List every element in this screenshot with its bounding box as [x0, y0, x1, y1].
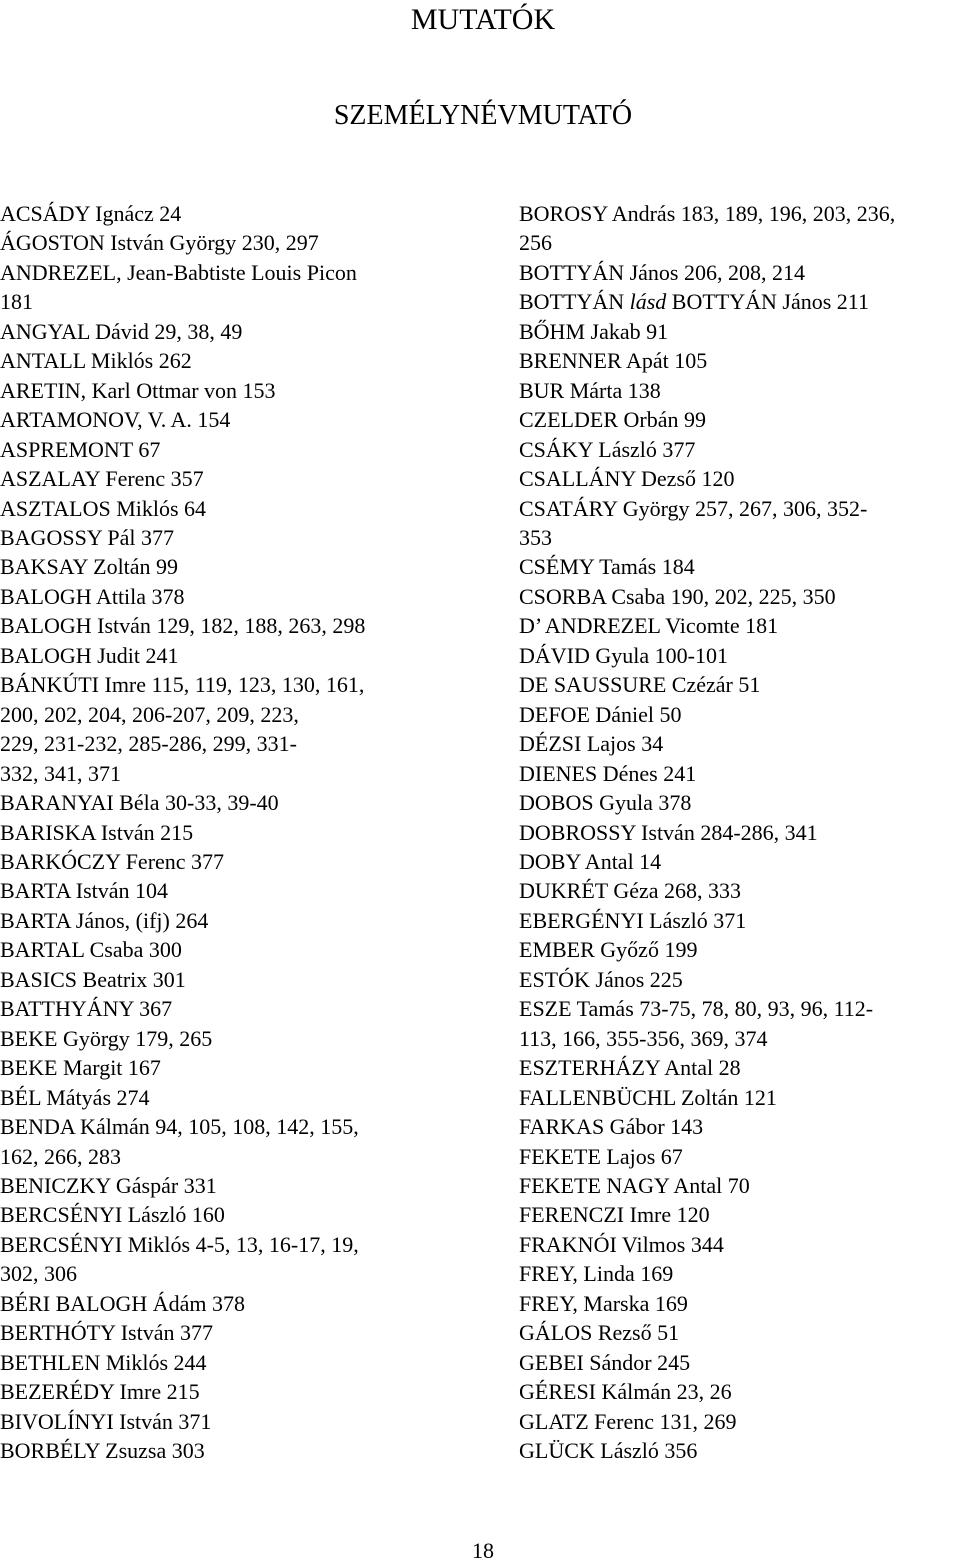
- index-entry: [519, 1348, 960, 1377]
- index-entry-line: ASZTALOS Miklós 64: [0, 495, 207, 521]
- index-entry-line: CSALLÁNY Dezső 120: [519, 466, 735, 492]
- index-entry: [0, 1289, 470, 1318]
- index-entry: [519, 876, 960, 905]
- index-entry-line: ASPREMONT 67: [0, 436, 161, 462]
- index-entry: [0, 906, 470, 935]
- index-entry-line: FEKETE Lajos 67: [519, 1143, 683, 1169]
- index-entry: [519, 994, 960, 1053]
- index-entry-line: CSÉMY Tamás 184: [519, 554, 695, 580]
- index-entry: [519, 1112, 960, 1141]
- index-entry-line: FRAKNÓI Vilmos 344: [519, 1231, 724, 1257]
- index-entry: [519, 199, 960, 258]
- index-entry-line: BALOGH István 129, 182, 188, 263, 298: [0, 613, 366, 639]
- index-entry-line: DIENES Dénes 241: [519, 760, 697, 786]
- index-entry-line: FERENCZI Imre 120: [519, 1202, 710, 1228]
- index-entry-line: BÉL Mátyás 274: [0, 1084, 150, 1110]
- index-entry-line: BOTTYÁN János 206, 208, 214: [519, 259, 805, 285]
- index-entry: [0, 876, 470, 905]
- index-entry-continuation: 200, 202, 204, 206-207, 209, 223,: [0, 701, 299, 727]
- index-entry: [0, 405, 470, 434]
- index-entry-line: DUKRÉT Géza 268, 333: [519, 878, 741, 904]
- index-entry: [0, 376, 470, 405]
- index-entry-line: CZELDER Orbán 99: [519, 407, 706, 433]
- see-reference-word: lásd: [629, 289, 667, 315]
- index-entry: [519, 287, 960, 316]
- index-entry-line: BŐHM Jakab 91: [519, 318, 669, 344]
- index-entry-line: BÉRI BALOGH Ádám 378: [0, 1290, 246, 1316]
- index-entry: [519, 788, 960, 817]
- index-entry-line: BERCSÉNYI Miklós 4-5, 13, 16-17, 19,: [0, 1231, 359, 1257]
- index-entry-line: ACSÁDY Ignácz 24: [0, 201, 182, 226]
- index-entry: [519, 935, 960, 964]
- index-entry: [519, 670, 960, 699]
- index-entry-continuation: 256: [519, 230, 552, 256]
- index-entry: [519, 464, 960, 493]
- index-entry: [519, 317, 960, 346]
- index-entry: [0, 258, 470, 317]
- index-entry-line: ARTAMONOV, V. A. 154: [0, 407, 231, 433]
- index-entry: [0, 1112, 470, 1171]
- index-entry: [519, 346, 960, 375]
- index-entry-line: GLÜCK László 356: [519, 1438, 698, 1464]
- index-entry: [0, 346, 470, 375]
- index-entry: [0, 435, 470, 464]
- index-entry: [0, 847, 470, 876]
- index-entry-line: ESZE Tamás 73-75, 78, 80, 93, 96, 112-: [519, 996, 874, 1022]
- section-title: SZEMÉLYNÉVMUTATÓ: [333, 100, 633, 131]
- index-entry: [0, 1377, 470, 1406]
- index-entry-line: BERCSÉNYI László 160: [0, 1202, 225, 1228]
- index-entry: [0, 670, 470, 788]
- index-entry: [0, 1083, 470, 1112]
- index-entry: [519, 1289, 960, 1318]
- index-entry: [519, 258, 960, 287]
- index-entry-line: BATTHYÁNY 367: [0, 996, 173, 1022]
- index-entry-line: BEKE György 179, 265: [0, 1025, 213, 1051]
- index-entry: [519, 611, 960, 640]
- index-entry-line: BALOGH Judit 241: [0, 642, 179, 668]
- index-entry-line: GLATZ Ferenc 131, 269: [519, 1408, 737, 1434]
- index-entry-continuation: 162, 266, 283: [0, 1143, 121, 1169]
- index-entry: [0, 994, 470, 1023]
- index-entry-line: BARANYAI Béla 30-33, 39-40: [0, 790, 279, 816]
- index-entry: [519, 847, 960, 876]
- index-entry-line: BÁNKÚTI Imre 115, 119, 123, 130, 161,: [0, 672, 365, 698]
- index-entry-line: FREY, Marska 169: [519, 1290, 688, 1316]
- index-entry-line: FEKETE NAGY Antal 70: [519, 1172, 750, 1198]
- index-entry: [0, 317, 470, 346]
- index-entry-line: ESTÓK János 225: [519, 966, 683, 992]
- page-title: MUTATÓK: [410, 3, 556, 36]
- index-entry-line: BENDA Kálmán 94, 105, 108, 142, 155,: [0, 1114, 359, 1140]
- index-entry-line: ANTALL Miklós 262: [0, 348, 192, 374]
- index-entry: [519, 641, 960, 670]
- index-entry: [519, 582, 960, 611]
- index-entry-line: DEFOE Dániel 50: [519, 701, 682, 727]
- index-entry: [519, 405, 960, 434]
- index-entry-continuation: 229, 231-232, 285-286, 299, 331-: [0, 731, 297, 757]
- index-entry: [0, 1407, 470, 1436]
- index-entry: [0, 1200, 470, 1229]
- index-entry: [519, 1142, 960, 1171]
- index-column-right: [519, 199, 960, 1465]
- index-entry-line: BOROSY András 183, 189, 196, 203, 236,: [519, 201, 896, 226]
- index-entry-line: DE SAUSSURE Czézár 51: [519, 672, 761, 698]
- index-entry: [0, 641, 470, 670]
- index-entry: [519, 1377, 960, 1406]
- index-entry-line: ASZALAY Ferenc 357: [0, 466, 204, 492]
- index-entry: [0, 494, 470, 523]
- index-entry-line: FREY, Linda 169: [519, 1261, 674, 1287]
- index-entry: [519, 1436, 960, 1465]
- index-entry-line: CSÁKY László 377: [519, 436, 696, 462]
- index-entry: [519, 759, 960, 788]
- index-entry-line: BASICS Beatrix 301: [0, 966, 186, 992]
- index-entry: [0, 199, 470, 228]
- index-entry: [0, 965, 470, 994]
- index-entry: [0, 788, 470, 817]
- index-entry-line: BUR Márta 138: [519, 377, 661, 403]
- index-entry-line: GEBEI Sándor 245: [519, 1349, 691, 1375]
- index-entry: [0, 228, 470, 257]
- index-entry: [0, 818, 470, 847]
- index-entry: [0, 1318, 470, 1347]
- index-entry-continuation: 332, 341, 371: [0, 760, 121, 786]
- index-entry: [0, 1171, 470, 1200]
- index-entry-line: BERTHÓTY István 377: [0, 1320, 213, 1346]
- index-entry: [519, 552, 960, 581]
- index-entry: [0, 1053, 470, 1082]
- index-entry-line: BRENNER Apát 105: [519, 348, 708, 374]
- index-entry-line: BARISKA István 215: [0, 819, 194, 845]
- index-entry-line: BARKÓCZY Ferenc 377: [0, 848, 225, 874]
- index-entry-line: DOBROSSY István 284-286, 341: [519, 819, 818, 845]
- index-entry-line: D’ ANDREZEL Vicomte 181: [519, 613, 779, 639]
- index-entry-line: DOBY Antal 14: [519, 848, 662, 874]
- index-entry-line: ANDREZEL, Jean-Babtiste Louis Picon: [0, 259, 357, 285]
- index-entry-continuation: 302, 306: [0, 1261, 77, 1287]
- index-entry: [0, 1436, 470, 1465]
- index-entry: [0, 1230, 470, 1289]
- index-entry-line: CSORBA Csaba 190, 202, 225, 350: [519, 583, 836, 609]
- index-entry-line: FARKAS Gábor 143: [519, 1114, 704, 1140]
- index-entry-line: BENICZKY Gáspár 331: [0, 1172, 217, 1198]
- index-entry: [519, 906, 960, 935]
- index-entry-line: ANGYAL Dávid 29, 38, 49: [0, 318, 243, 344]
- index-column-left: [0, 199, 470, 1465]
- index-entry: [519, 700, 960, 729]
- index-entry-line: GÁLOS Rezső 51: [519, 1320, 680, 1346]
- index-entry-line: ARETIN, Karl Ottmar von 153: [0, 377, 276, 403]
- index-entry: [0, 1024, 470, 1053]
- index-entry: [0, 1348, 470, 1377]
- index-entry-line: BEKE Margit 167: [0, 1055, 161, 1081]
- index-entry-line: BARTA János, (ifj) 264: [0, 907, 209, 933]
- index-entry: [519, 1230, 960, 1259]
- index-entry-line: ÁGOSTON István György 230, 297: [0, 230, 319, 256]
- index-entry: [519, 376, 960, 405]
- index-entry-line: BORBÉLY Zsuzsa 303: [0, 1438, 205, 1464]
- index-entry: [519, 435, 960, 464]
- index-entry: [0, 935, 470, 964]
- index-entry: [0, 582, 470, 611]
- index-entry: [519, 965, 960, 994]
- index-entry: [519, 818, 960, 847]
- index-entry-line: EBERGÉNYI László 371: [519, 907, 747, 933]
- index-entry: [519, 1407, 960, 1436]
- index-entry: [519, 494, 960, 553]
- index-entry-line: BAKSAY Zoltán 99: [0, 554, 179, 580]
- index-entry-line: ESZTERHÁZY Antal 28: [519, 1055, 741, 1081]
- page-number: 18: [472, 1538, 494, 1563]
- index-entry-continuation: 353: [519, 524, 552, 550]
- index-entry-line: BARTAL Csaba 300: [0, 937, 182, 963]
- index-entry-line: BEZERÉDY Imre 215: [0, 1379, 200, 1405]
- index-entry-continuation: 113, 166, 355-356, 369, 374: [519, 1025, 768, 1051]
- index-entry-line: DOBOS Gyula 378: [519, 790, 692, 816]
- index-entry: [519, 1171, 960, 1200]
- index-entry: [0, 464, 470, 493]
- index-entry-line: GÉRESI Kálmán 23, 26: [519, 1379, 732, 1405]
- index-entry: [519, 1053, 960, 1082]
- index-entry: [519, 1083, 960, 1112]
- index-entry: [0, 611, 470, 640]
- index-entry-line: BIVOLÍNYI István 371: [0, 1408, 212, 1434]
- index-entry: [519, 1318, 960, 1347]
- index-entry: [519, 1259, 960, 1288]
- index-entry: [519, 729, 960, 758]
- index-entry-line: BOTTYÁN lásd BOTTYÁN János 211: [519, 289, 869, 315]
- index-entry-line: BALOGH Attila 378: [0, 583, 185, 609]
- index-entry-line: BAGOSSY Pál 377: [0, 524, 174, 550]
- index-entry-continuation: 181: [0, 289, 33, 315]
- index-entry-line: BETHLEN Miklós 244: [0, 1349, 207, 1375]
- index-entry: [0, 552, 470, 581]
- index-entry-line: DÉZSI Lajos 34: [519, 731, 664, 757]
- index-entry-line: DÁVID Gyula 100-101: [519, 642, 728, 668]
- index-entry-line: FALLENBÜCHL Zoltán 121: [519, 1084, 777, 1110]
- index-entry-line: EMBER Győző 199: [519, 937, 698, 963]
- index-entry-line: BARTA István 104: [0, 878, 169, 904]
- index-entry: [0, 523, 470, 552]
- index-entry-line: CSATÁRY György 257, 267, 306, 352-: [519, 495, 868, 521]
- index-entry: [519, 1200, 960, 1229]
